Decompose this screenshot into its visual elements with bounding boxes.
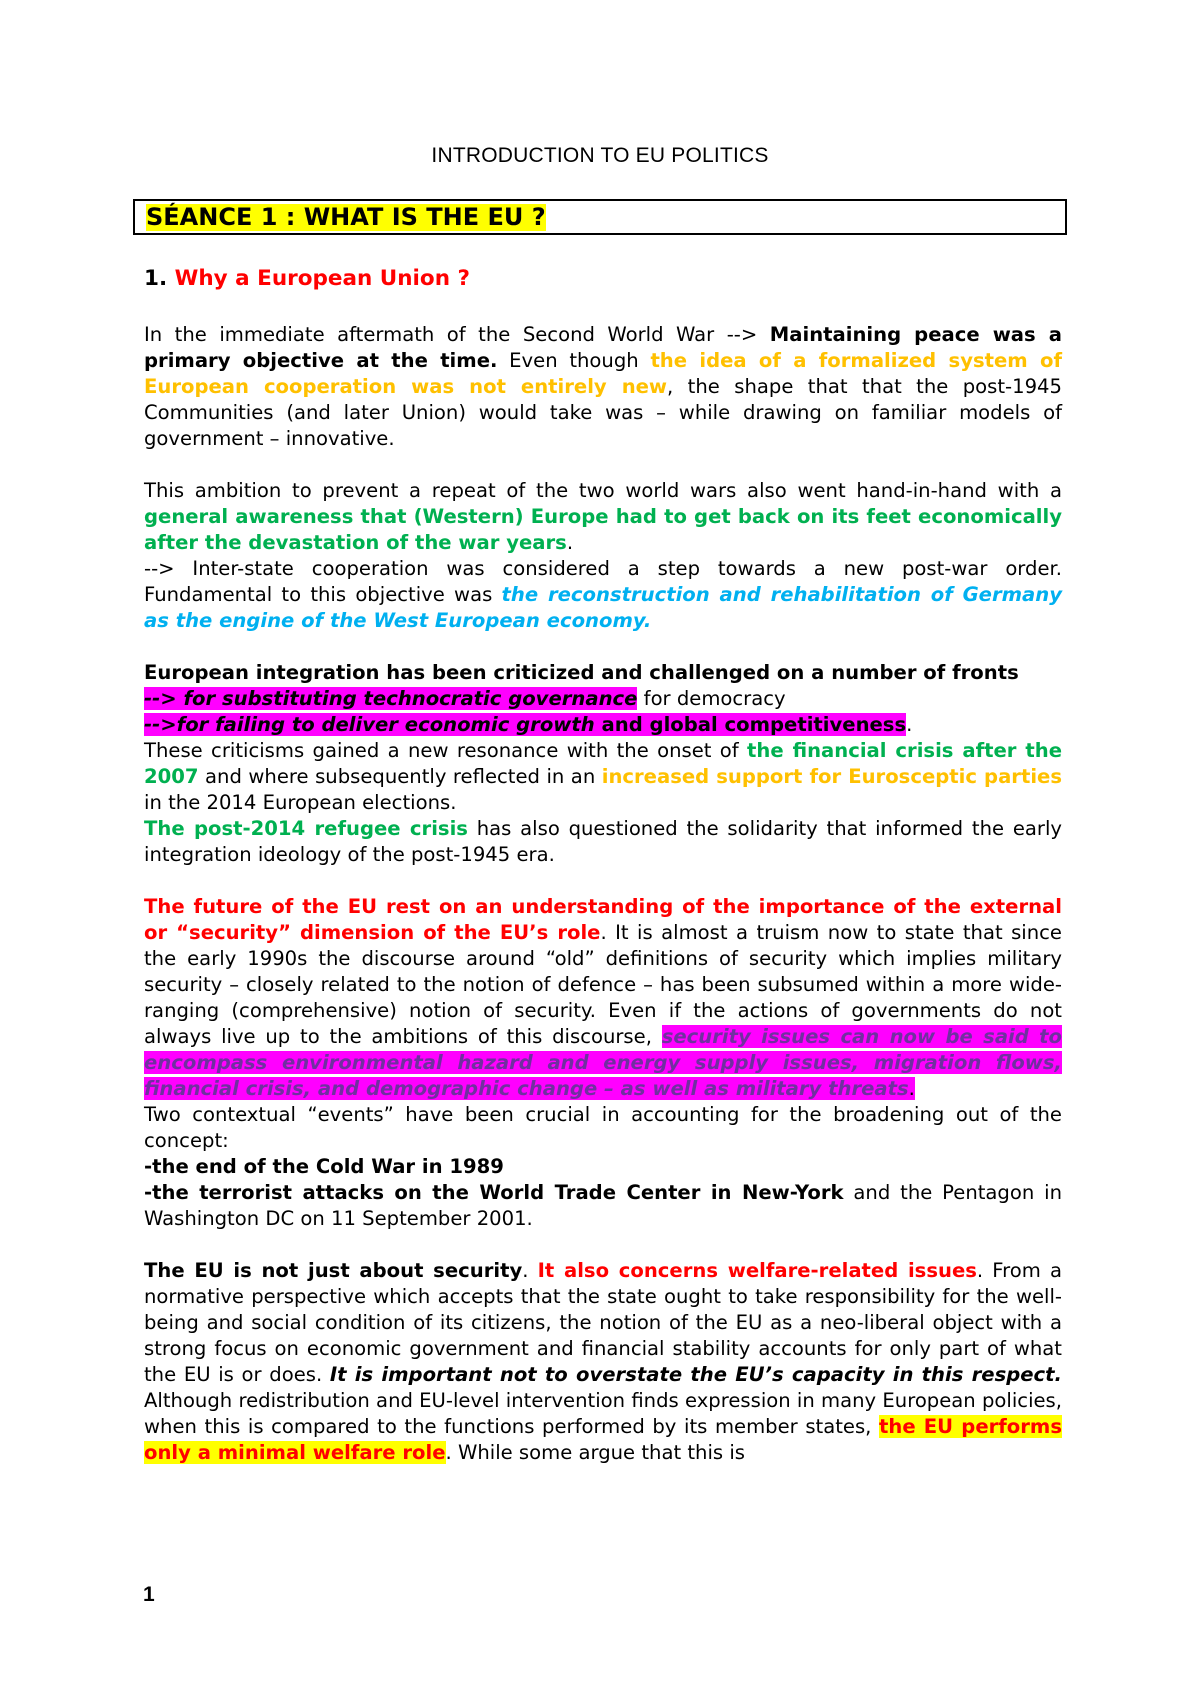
paragraph-ambition — [144, 478, 1062, 556]
text-run-bold-italic: It is important not to overstate the EU’s capacity in this respect. — [329, 1363, 1062, 1386]
page-title: INTRODUCTION TO EU POLITICS — [431, 144, 769, 167]
event-cold-war: -the end of the Cold War in 1989 — [144, 1155, 504, 1178]
text-run-green: the financial crisis after the 2007 — [144, 739, 1062, 788]
text-run-orange: increased support for Eurosceptic parties — [601, 765, 1063, 788]
page-number: 1 — [143, 1583, 155, 1606]
text-run: in the 2014 European elections. — [144, 791, 457, 814]
paragraph-refugee — [144, 816, 1062, 868]
criticism-line-2 — [144, 712, 1062, 738]
paragraph-criticisms — [144, 738, 1062, 816]
paragraph-aftermath — [144, 322, 1062, 452]
section-number: 1. — [144, 266, 168, 291]
text-run: --> Inter-state cooperation was considered a step towards a new post-war order. Fundamental to this objective was — [144, 557, 1062, 606]
paragraph-welfare — [144, 1258, 1062, 1466]
section-title: Why a European Union ? — [174, 266, 470, 291]
paragraph-security — [144, 894, 1062, 1102]
text-run: , the shape that that the post-1945 Communities (and later Union) would take was – while drawing on familiar models of government – innovative. — [144, 375, 1062, 450]
paragraph-criticism-heading: European integration has been criticized and challenged on a number of fronts — [144, 661, 1019, 684]
text-run: . — [566, 531, 574, 554]
text-run: and where subsequently reflected in an — [198, 765, 602, 788]
text-run: . — [522, 1259, 538, 1282]
text-run: These criticisms gained a new resonance with the onset of — [144, 739, 748, 762]
session-heading-box — [133, 199, 1067, 235]
document-body — [144, 322, 1062, 1466]
session-heading: SÉANCE 1 : WHAT IS THE EU ? — [146, 203, 546, 231]
text-run: . While some argue that this is — [445, 1441, 745, 1464]
text-run-highlight: --> for substituting technocratic governance — [144, 687, 638, 710]
text-run-green: general awareness that (Western) Europe had to get back on its feet economically after the devastation of the war years — [144, 505, 1062, 554]
text-run: for democracy — [637, 687, 786, 710]
text-run-blue: the reconstruction and rehabilitation of Germany as the engine of the West European economy. — [144, 583, 1062, 632]
text-run-highlight: -->for failing to deliver economic growth — [144, 713, 595, 736]
text-run: Although redistribution and EU-level intervention finds expression in many European policies, when this is compared to the functions performed by its member states, — [144, 1389, 1062, 1438]
text-run: Even though — [497, 349, 651, 372]
text-run: In the immediate aftermath of the Second World War --> — [144, 323, 770, 346]
text-run-highlight: security issues can now be said to encompass environmental hazard and energy supply issues, migration flows, financial crisis, and demographic change – as well as military threats — [144, 1025, 1063, 1100]
text-run: has also questioned the solidarity that informed the early integration ideology of the post-1945 era. — [144, 817, 1062, 866]
text-run-bold: The EU is not just about security — [144, 1259, 523, 1282]
text-run-green: The post-2014 refugee crisis — [144, 817, 468, 840]
text-run: . From a normative perspective which accepts that the state ought to take responsibility for the well-being and social condition of its citizens, the notion of the EU as a neo-liberal object with a strong focus on economic government and financial stability accounts for only part of what the EU is or does. — [144, 1259, 1062, 1386]
text-run-bold: -the terrorist attacks on the World Trade Center in New-York — [144, 1181, 844, 1204]
text-run: . — [906, 713, 913, 736]
text-run-red: It also concerns welfare-related issues — [537, 1259, 977, 1282]
text-run-highlight: . — [908, 1077, 915, 1100]
text-run-bold: Maintaining peace was a primary objective at the time. — [144, 323, 1062, 372]
text-run: This ambition to prevent a repeat of the two world wars also went hand-in-hand with a — [144, 479, 1062, 502]
section-heading — [144, 266, 470, 291]
text-run-orange: the idea of a formalized system of European cooperation was not entirely new — [144, 349, 1063, 398]
text-run-red: The future of the EU rest on an understanding of the importance of the external or “security” dimension of the EU’s role — [144, 895, 1062, 944]
text-run-highlight: and global competitiveness — [594, 713, 907, 736]
paragraph-events: Two contextual “events” have been crucial in accounting for the broadening out of the concept: — [144, 1103, 1062, 1152]
event-terrorist-attacks — [144, 1180, 1062, 1232]
text-run-highlight: the EU performs only a minimal welfare role — [144, 1415, 1062, 1464]
criticism-line-1 — [144, 686, 1062, 712]
text-run: and the Pentagon in Washington DC on 11 September 2001. — [144, 1181, 1062, 1230]
paragraph-interstate — [144, 556, 1062, 634]
text-run: . It is almost a truism now to state that since the early 1990s the discourse around “old” definitions of security which implies military security – closely related to the notion of defence – has been subsumed within a more wide-ranging (comprehensive) notion of security. Even if the actions of governments do not always live up to the ambitions of this discourse, — [144, 921, 1062, 1048]
